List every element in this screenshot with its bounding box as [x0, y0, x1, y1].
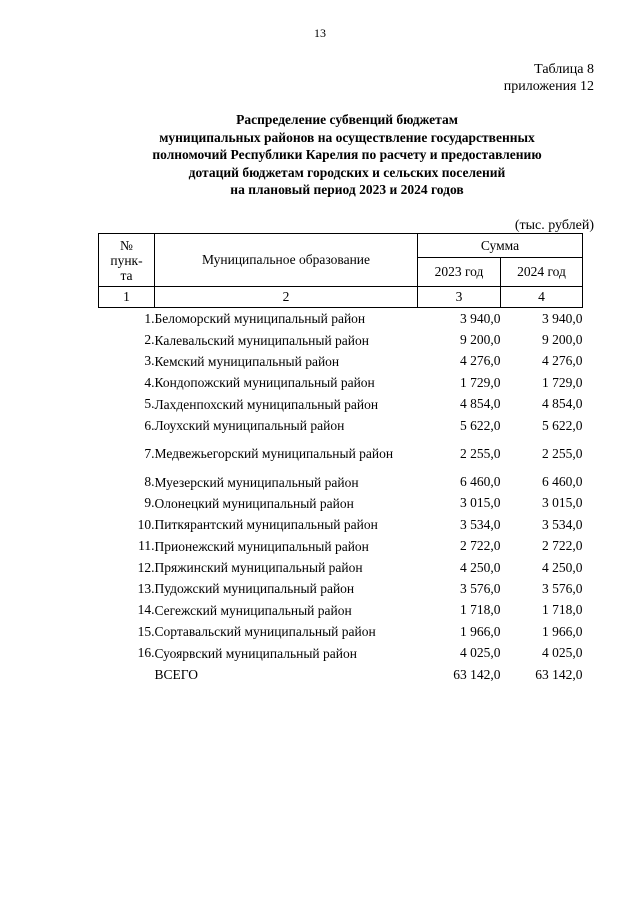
title-line: муниципальных районов на осуществление государственных	[159, 129, 535, 145]
row-number: 7.	[144, 445, 155, 461]
row-value-2024: 9 200,0	[542, 332, 583, 348]
row-municipality: Беломорский муниципальный район	[154, 311, 366, 327]
table-reference	[504, 61, 594, 95]
row-value-2024: 4 025,0	[542, 645, 583, 661]
row-municipality: Муезерский муниципальный район	[154, 474, 359, 490]
row-value-2023: 9 200,0	[460, 332, 501, 348]
table-ref-line1: Таблица 8	[534, 62, 594, 77]
row-value-2023: 3 940,0	[460, 310, 501, 326]
row-number: 15.	[137, 623, 155, 639]
header-index: 2	[155, 287, 418, 308]
row-value-2024: 1 729,0	[542, 374, 583, 390]
table-row	[99, 493, 583, 514]
row-municipality: Кемский муниципальный район	[154, 353, 340, 369]
table-row	[99, 621, 583, 642]
row-municipality: Лоухский муниципальный район	[154, 418, 345, 434]
row-value-2024: 4 250,0	[542, 559, 583, 575]
row-value-2024: 4 854,0	[542, 396, 583, 412]
row-value-2024: 2 722,0	[542, 538, 583, 554]
row-value-2023: 1 729,0	[460, 374, 501, 390]
total-value-2024: 63 142,0	[535, 666, 583, 682]
row-value-2023: 3 015,0	[460, 495, 501, 511]
header-index: 1	[99, 287, 155, 308]
row-value-2023: 4 854,0	[460, 396, 501, 412]
row-number: 4.	[144, 374, 155, 390]
total-label: ВСЕГО	[154, 667, 198, 683]
row-number: 10.	[137, 516, 155, 532]
row-value-2024: 3 940,0	[542, 310, 583, 326]
row-number: 3.	[144, 353, 155, 369]
row-value-2024: 1 718,0	[542, 602, 583, 618]
header-year-2024: 2024 год	[501, 258, 583, 287]
row-value-2024: 1 966,0	[542, 623, 583, 639]
row-number: 11.	[138, 538, 155, 554]
units-label: (тыс. рублей)	[514, 218, 594, 233]
header-item-number	[99, 234, 155, 287]
row-municipality: Медвежьегорский муниципальный район	[154, 446, 394, 462]
table-row	[99, 557, 583, 578]
row-municipality: Олонецкий муниципальный район	[154, 495, 354, 511]
total-value-2023: 63 142,0	[453, 666, 501, 682]
row-number: 16.	[137, 645, 155, 661]
header-num-line: та	[120, 267, 133, 283]
row-number: 8.	[144, 474, 155, 490]
row-municipality: Лахденпохский муниципальный район	[154, 396, 379, 412]
row-value-2023: 4 276,0	[460, 353, 501, 369]
row-number: 13.	[137, 580, 155, 596]
table-row	[99, 471, 583, 492]
row-value-2024: 5 622,0	[542, 417, 583, 433]
table-row	[99, 329, 583, 350]
table-row	[99, 372, 583, 393]
title-line: полномочий Республики Карелия по расчету и предоставлению	[152, 147, 542, 162]
row-number: 14.	[137, 602, 155, 618]
header-index: 4	[501, 287, 583, 308]
table-row	[99, 436, 583, 471]
row-value-2023: 1 966,0	[460, 623, 501, 639]
header-num-line: №	[120, 237, 133, 253]
row-municipality: Пудожский муниципальный район	[154, 581, 355, 597]
row-value-2023: 1 718,0	[460, 602, 501, 618]
row-value-2023: 4 025,0	[460, 645, 501, 661]
table-ref-line2: приложения 12	[503, 79, 594, 94]
header-num-line: пунк-	[110, 252, 143, 268]
title-line: дотаций бюджетам городских и сельских поселений	[188, 164, 506, 180]
subvention-table	[98, 233, 583, 685]
table-row	[99, 578, 583, 599]
row-value-2024: 3 015,0	[542, 495, 583, 511]
table-row	[99, 514, 583, 535]
row-number: 12.	[137, 559, 155, 575]
title-line: на плановый период 2023 и 2024 годов	[230, 182, 464, 197]
row-value-2023: 3 534,0	[460, 516, 501, 532]
row-value-2023: 4 250,0	[460, 559, 501, 575]
total-row	[99, 664, 583, 685]
header-municipality: Муниципальное образование	[155, 234, 418, 287]
row-value-2023: 3 576,0	[460, 580, 501, 596]
header-sum: Сумма	[418, 234, 583, 258]
row-municipality: Суоярвский муниципальный район	[154, 645, 357, 661]
row-number: 2.	[144, 332, 155, 348]
table-row	[99, 308, 583, 330]
row-municipality: Калевальский муниципальный район	[154, 332, 369, 348]
total-number-empty	[99, 664, 155, 685]
row-value-2024: 3 576,0	[542, 580, 583, 596]
document-title	[100, 111, 594, 199]
header-year-2023: 2023 год	[418, 258, 501, 287]
title-line: Распределение субвенций бюджетам	[236, 112, 458, 127]
row-value-2024: 3 534,0	[542, 516, 583, 532]
row-municipality: Питкярантский муниципальный район	[154, 517, 378, 533]
row-number: 1.	[144, 310, 155, 326]
table-row	[99, 536, 583, 557]
row-municipality: Пряжинский муниципальный район	[154, 560, 363, 576]
table-row	[99, 642, 583, 663]
page-number: 13	[314, 26, 326, 40]
row-municipality: Сортавальский муниципальный район	[154, 624, 376, 640]
row-value-2023: 5 622,0	[460, 417, 501, 433]
row-value-2024: 6 460,0	[542, 474, 583, 490]
table-row	[99, 415, 583, 436]
row-municipality: Прионежский муниципальный район	[154, 538, 369, 554]
row-value-2023: 6 460,0	[460, 474, 501, 490]
table-row	[99, 351, 583, 372]
row-value-2023: 2 255,0	[460, 445, 501, 461]
row-number: 5.	[144, 396, 155, 412]
row-value-2024: 2 255,0	[542, 445, 583, 461]
row-number: 6.	[144, 417, 155, 433]
table-row	[99, 394, 583, 415]
table-row	[99, 600, 583, 621]
row-value-2023: 2 722,0	[460, 538, 501, 554]
row-municipality: Кондопожский муниципальный район	[154, 375, 375, 391]
row-municipality: Сегежский муниципальный район	[154, 602, 352, 618]
row-value-2024: 4 276,0	[542, 353, 583, 369]
header-index: 3	[418, 287, 501, 308]
row-number: 9.	[144, 495, 155, 511]
